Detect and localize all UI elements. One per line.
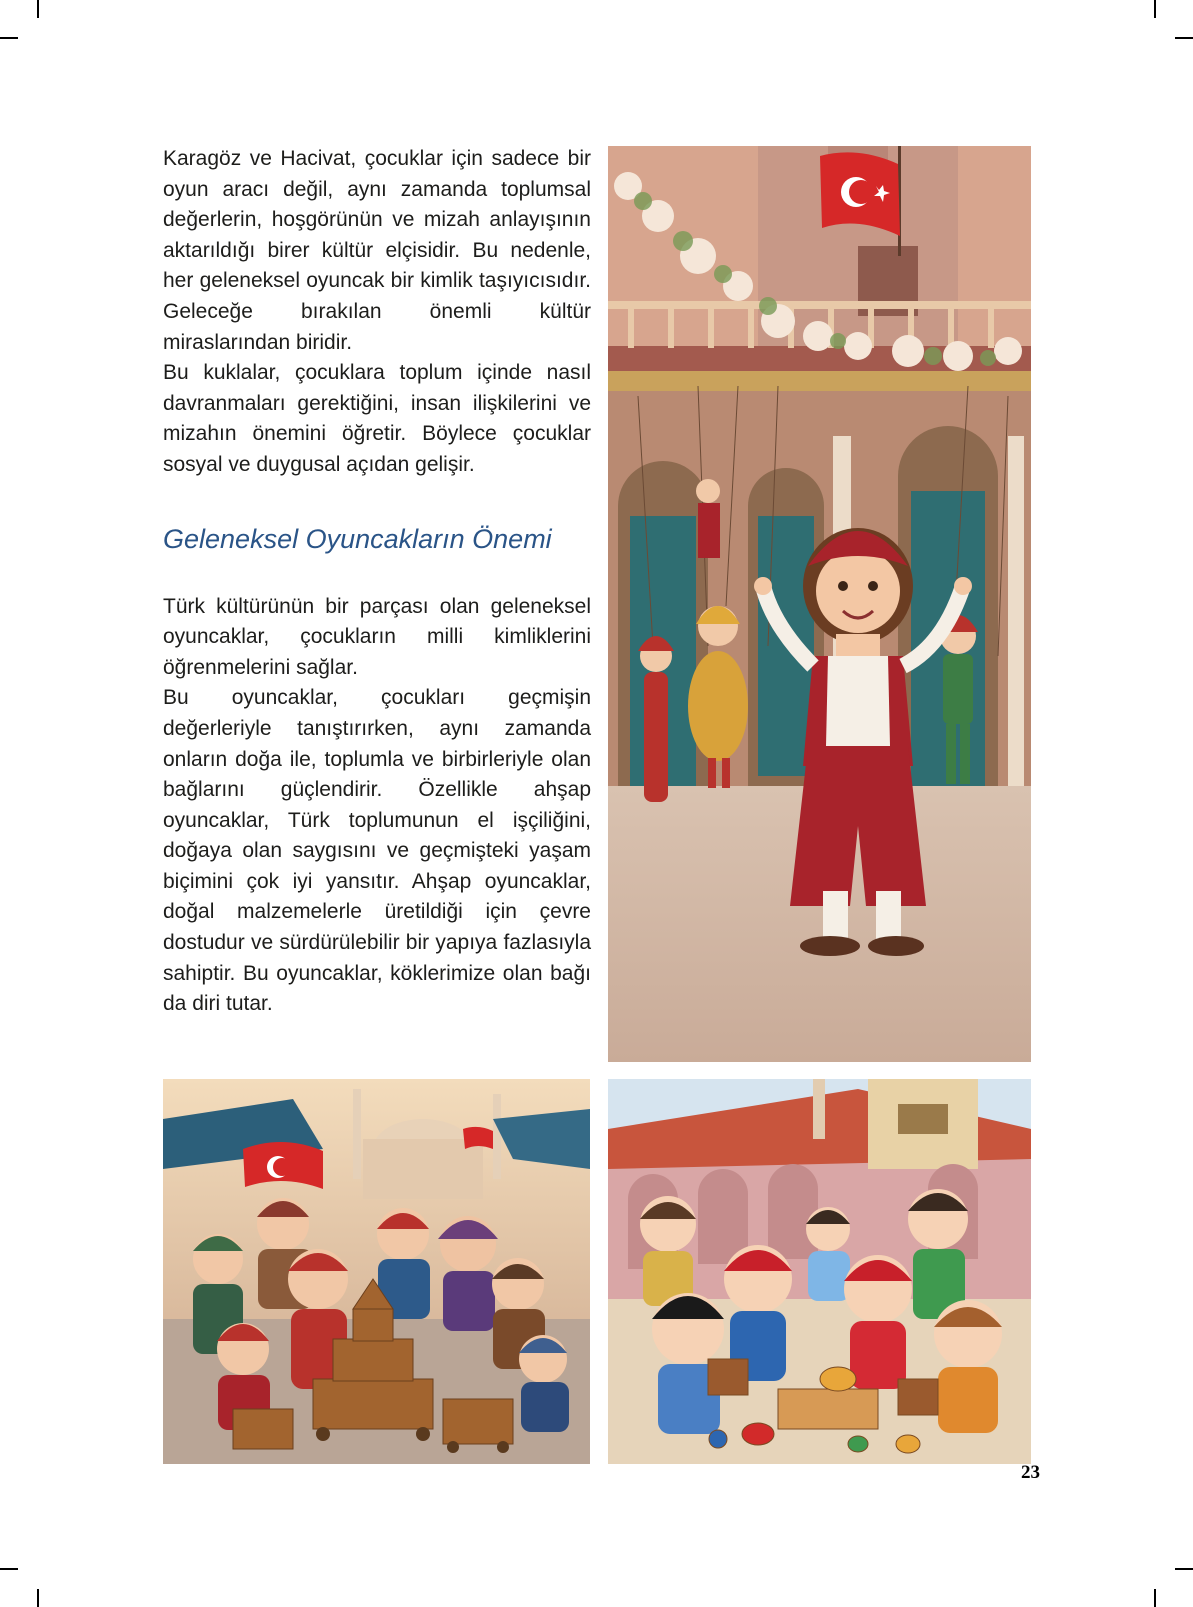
- section-heading: Geleneksel Oyuncakların Önemi: [163, 523, 552, 554]
- crop-mark: [37, 1589, 39, 1607]
- crop-mark: [1154, 0, 1156, 18]
- crop-mark: [1175, 37, 1193, 39]
- page-number: 23: [1021, 1462, 1040, 1483]
- section-paragraph-1: Türk kültürünün bir parçası olan geleneksel oyuncaklar, çocukların milli kimliklerini öğrenmelerini sağlar.: [163, 594, 591, 679]
- marionette-girl-illustration: [608, 146, 1031, 1062]
- crop-mark: [1175, 1568, 1193, 1570]
- section-paragraph-2: Bu oyuncaklar, çocukları geçmişin değerleriyle tanıştırırken, aynı zamanda onların doğa ile, toplumla ve birbirleriyle olan bağlarını güçlendirir. Özellikle ahşap oyuncaklar, Türk toplumunun el işçiliğini, doğaya olan saygısını ve geçmişteki yaşam biçimini çok iyi yansıtır. Ahşap oyuncaklar, doğal malzemelerle üretildiği için çevre dostudur ve sürdürülebilir bir yapıya fazlasıyla sahiptir. Bu oyuncaklar, köklerimize olan bağı da diri tutar.: [163, 686, 591, 1016]
- crop-mark: [1154, 1589, 1156, 1607]
- text-column: [163, 144, 591, 1020]
- crop-mark: [0, 1568, 18, 1570]
- crop-mark: [37, 0, 39, 18]
- crop-mark: [0, 37, 18, 39]
- market-children-illustration: [163, 1079, 590, 1464]
- intro-paragraph-2: Bu kuklalar, çocuklara toplum içinde nasıl davranmaları gerektiğini, insan ilişkilerini ve mizahın önemini öğretir. Böylece çocuklar sosyal ve duygusal açıdan gelişir.: [163, 361, 591, 476]
- courtyard-kids-illustration: [608, 1079, 1031, 1464]
- intro-paragraph-1: Karagöz ve Hacivat, çocuklar için sadece bir oyun aracı değil, aynı zamanda toplumsal değerlerin, hoşgörünün ve mizah anlayışının aktarıldığı birer kültür elçisidir. Bu nedenle, her geleneksel oyuncak bir kimlik taşıyıcısıdır. Geleceğe bırakılan önemli kültür miraslarından biridir.: [163, 147, 591, 354]
